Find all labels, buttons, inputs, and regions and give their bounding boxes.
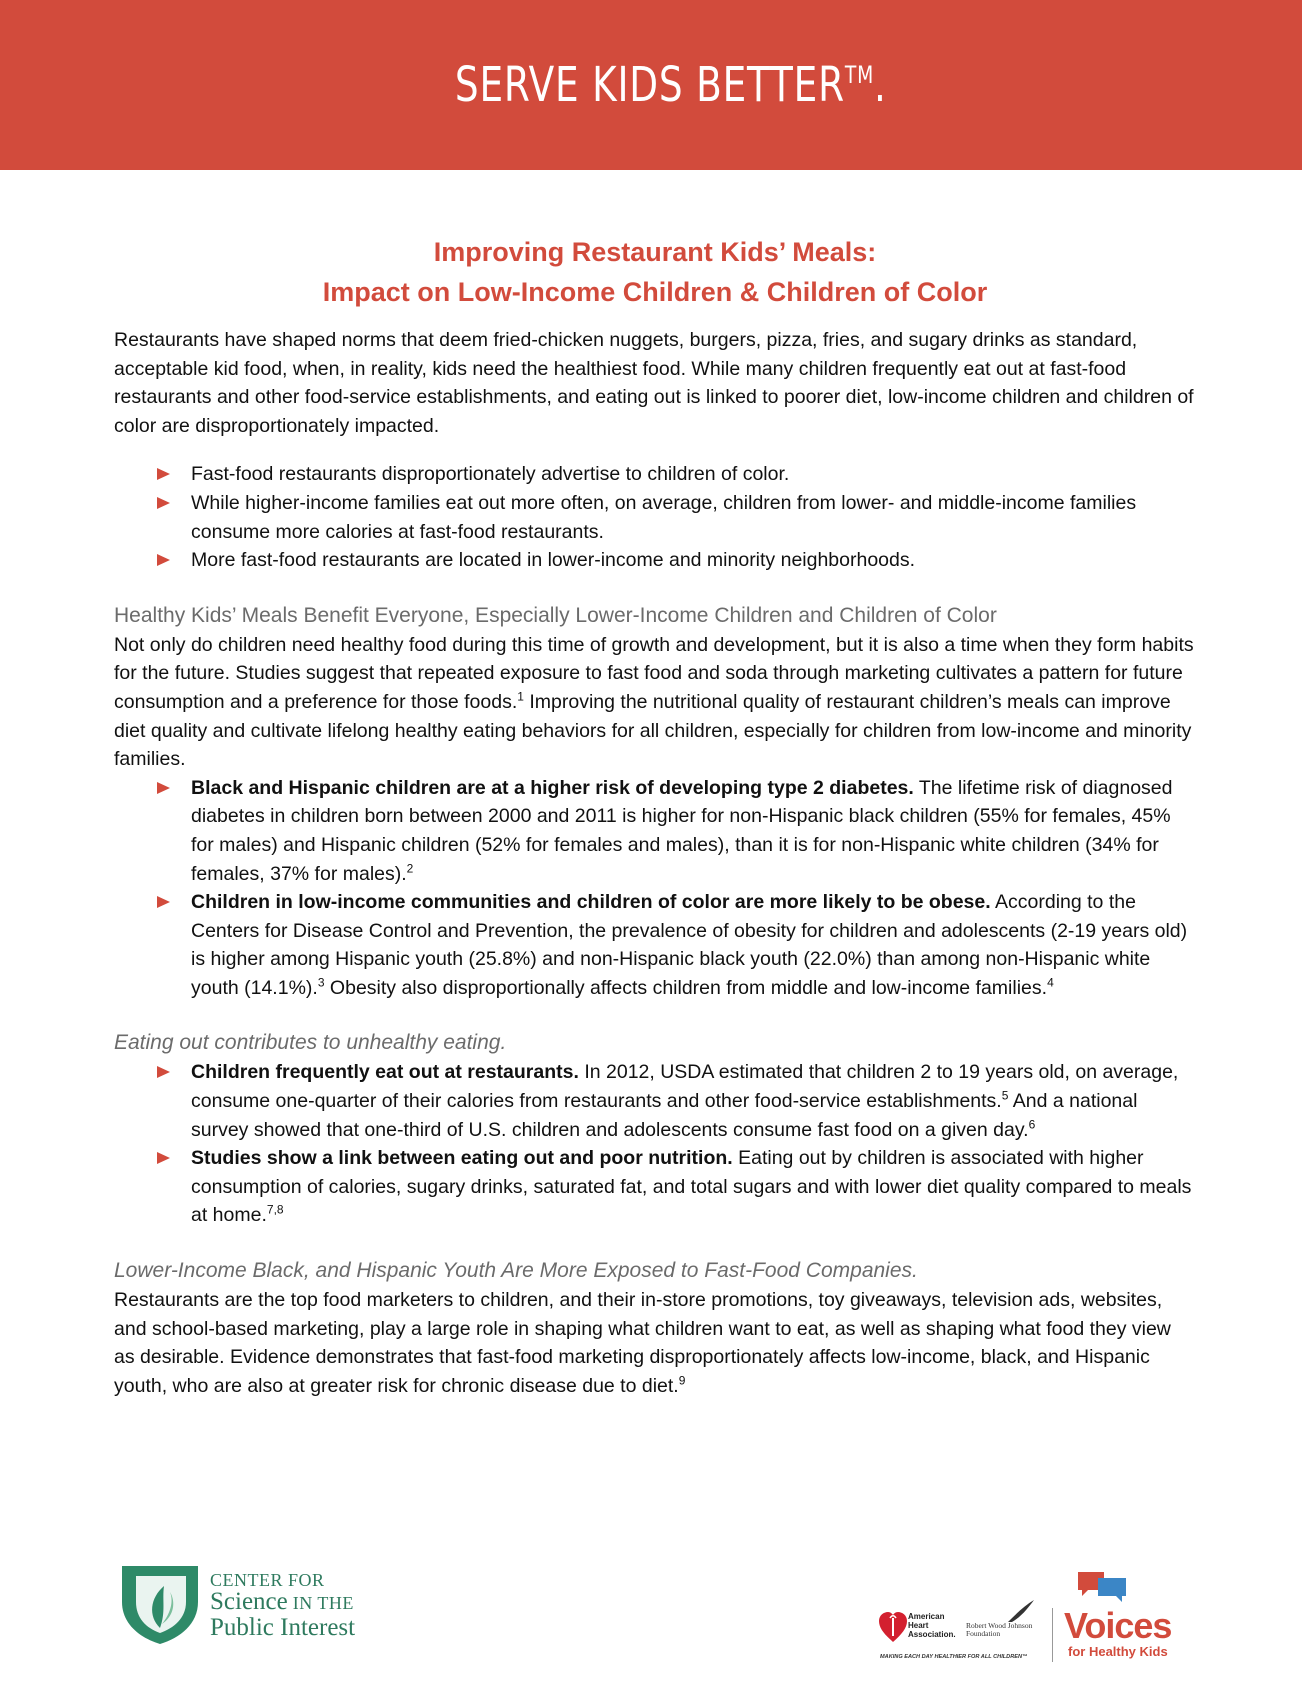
document-body [114,232,1196,1400]
logo-divider [1052,1608,1053,1662]
bullet-arrow-icon [157,896,170,908]
list-item: Children in low-income communities and children of color are more likely to be obese. According to the Centers for Disease Control and Prevention, the prevalence of obesity for children and adolescents (2-19 years old) is higher among Hispanic youth (25.8%) and non-Hispanic black youth (22.0%) than among non-Hispanic white youth (14.1%).$^3$ Obesity also disproportionally affects children from middle and low-income families.$^4$ [114,888,1196,1002]
list-item: Studies show a link between eating out and poor nutrition. Eating out by children is associated with higher consumption of calories, sugary drinks, saturated fat, and total sugars and with lower diet quality compared to meals at home.$^{7,8}$ [114,1144,1196,1230]
bullet-arrow-icon [157,554,170,566]
benefits-bullet-list [114,774,1196,1003]
section-heading-benefits: Healthy Kids’ Meals Benefit Everyone, Especially Lower-Income Children and Children of Color [114,603,997,627]
section-heading-exposure: Lower-Income Black, and Hispanic Youth Are More Exposed to Fast-Food Companies. [114,1259,918,1283]
trademark-mark: TM [845,61,875,89]
voices-subtitle: for Healthy Kids [1068,1644,1168,1659]
section-paragraph-benefits: Not only do children need healthy food during this time of growth and development, but it is also a time when they form habits for the future. Studies suggest that repeated exposure to fast food and soda through marketing cultivates a pattern for future consumption and a preference for those foods.$^1$ Improving the nutritional quality of restaurant children’s meals can improve diet quality and cultivate lifelong healthy eating behaviors for all children, especially for children from low-income and minority families. [114,633,1194,771]
footnote-ref: 4 [1047,975,1054,990]
intro-paragraph: Restaurants have shaped norms that deem fried-chicken nuggets, burgers, pizza, fries, and sugary drinks as standard, acceptable kid food, when, in reality, kids need the healthiest food. While many children frequently eat out at fast-food restaurants and other food-service establishments, and eating out is linked to poorer diet, low-income children and children of color are disproportionately impacted. [114,329,1194,437]
voices-wordmark: Voices [1064,1605,1172,1646]
footnote-ref: 6 [1028,1117,1036,1132]
title-line-1: Improving Restaurant Kids’ Meals: [433,237,877,267]
list-item: While higher-income families eat out more often, on average, children from lower- and middle-income families consume more calories at fast-food restaurants. [114,489,1196,546]
title-line-2: Impact on Low-Income Children & Children of Color [322,277,988,307]
bullet-arrow-icon [157,468,170,480]
cspi-logo [118,1562,398,1646]
footnote-ref: 3 [317,975,325,990]
list-item: Children frequently eat out at restaurants. In 2012, USDA estimated that children 2 to 19 years old, on average, consume one-quarter of their calories from restaurants and other food-service establishments.$^5$ And a national survey showed that one-third of U.S. children and adolescents consume fast food on a given day.$^6$ [114,1058,1196,1144]
cspi-wordmark: CENTER FOR Science IN THE Public Interest [210,1570,356,1641]
aha-tagline: MAKING EACH DAY HEALTHIER FOR ALL CHILDREN™ [880,1654,1028,1660]
section-paragraph-exposure: Restaurants are the top food marketers to children, and their in-store promotions, toy giveaways, television ads, websites, and school-based marketing, play a large role in shaping what children want to eat, as well as shaping what food they view as desirable. Evidence demonstrates that fast-food marketing disproportionately affects low-income, black, and Hispanic youth, who are also at greater risk for chronic disease due to diet.$^9$ [114,1289,1171,1397]
footnote-ref: 5 [1001,1088,1009,1103]
list-item: More fast-food restaurants are located in lower-income and minority neighborhoods. [114,546,1196,575]
banner-dot: . [874,57,887,113]
heart-torch-icon [878,1610,908,1644]
section-heading-eating-out: Eating out contributes to unhealthy eating. [114,1031,507,1055]
banner-title [455,57,887,113]
eating-out-bullet-list [114,1058,1196,1230]
speech-bubbles-icon [1074,1568,1130,1606]
partner-logos [878,1568,1198,1658]
bullet-arrow-icon [157,1152,170,1164]
header-banner [0,0,1302,170]
footnote-ref: 2 [406,861,414,875]
cspi-shield-icon [118,1562,204,1646]
list-item: Fast-food restaurants disproportionately advertise to children of color. [114,460,1196,489]
footnote-ref: 9 [678,1373,686,1388]
bullet-arrow-icon [157,497,170,509]
footnote-ref: 7,8 [266,1202,284,1217]
bullet-arrow-icon [157,782,170,794]
aha-wordmark: American Heart Association. [908,1612,956,1639]
bullet-arrow-icon [157,1066,170,1078]
banner-title-text: SERVE KIDS BETTER [455,57,846,113]
rwjf-wordmark: Robert Wood Johnson Foundation [966,1621,1033,1638]
footnote-ref: 1 [517,689,524,704]
list-item: Black and Hispanic children are at a higher risk of developing type 2 diabetes. The lifetime risk of diagnosed diabetes in children born between 2000 and 2011 is higher for non-Hispanic black children (55% for females, 45% for males) and Hispanic children (52% for females and males), than it is for non-Hispanic white children (34% for females, 37% for males).$^2$ [114,774,1196,888]
intro-bullet-list [114,460,1196,574]
document-title [114,232,1196,312]
